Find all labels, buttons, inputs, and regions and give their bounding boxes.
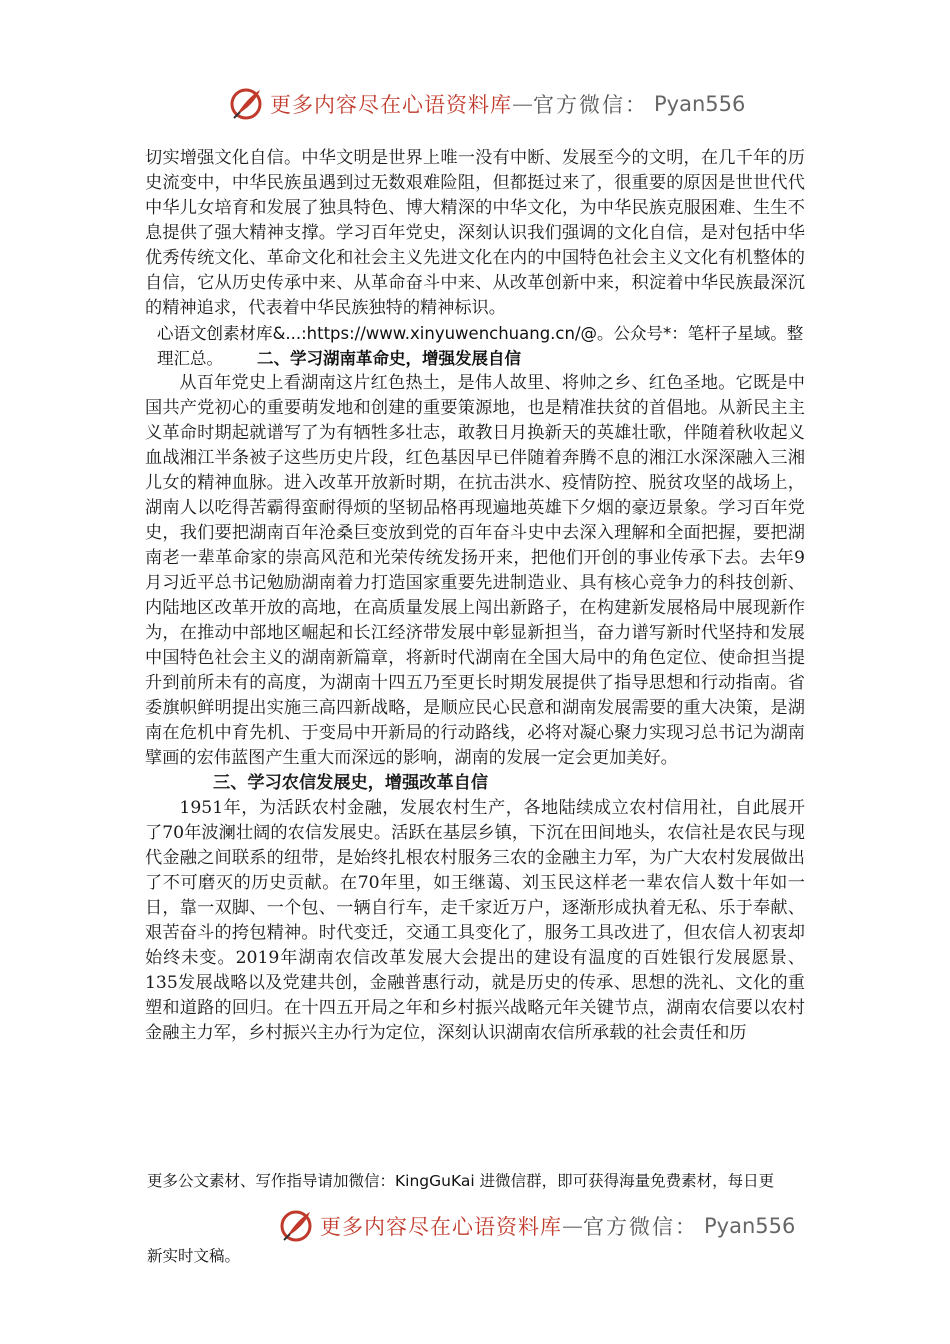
paragraph-cultural-confidence: 切实增强文化自信。中华文明是世界上唯一没有中断、发展至今的文明，在几千年的历史流变中，中华民族虽遇到过无数艰难险阻，但都挺过来了，很重要的原因是世世代代中华儿女培育和发展了独具特色、博大精深的中华文化，为中华民族克服困难、生生不息提供了强大精神支撑。学习百年党史，深刻认识我们强调的文化自信，是对包括中华优秀传统文化、革命文化和社会主义先进文化在内的中国特色社会主义文化有机整体的自信，它从历史传承中来、从革命奋斗中来、从改革创新中来，积淀着中华民族最深沉的精神追求，代表着中华民族独特的精神标识。 bbox=[145, 148, 805, 318]
header-watermark bbox=[228, 86, 745, 122]
watermark-separator: — bbox=[512, 92, 533, 116]
document-body bbox=[145, 146, 805, 1046]
watermark-label: 官方微信： bbox=[583, 1215, 698, 1239]
source-note bbox=[145, 321, 805, 371]
watermark-label: 官方微信： bbox=[533, 93, 648, 117]
watermark-wechat-id: Pyan556 bbox=[704, 1214, 796, 1238]
quill-logo-icon bbox=[228, 86, 264, 122]
source-note-text: 心语文创素材库&...:https://www.xinyuwenchuang.cn/@。公众号*：笔杆子星域。整理汇总。 bbox=[157, 324, 804, 368]
watermark-separator: — bbox=[562, 1214, 583, 1238]
footer-watermark bbox=[278, 1208, 795, 1244]
watermark-main-text: 更多内容尽在心语资料库 bbox=[270, 93, 512, 117]
footer-promo-line: 更多公文素材、写作指导请加微信：KingGuKai 进微信群，即可获得海量免费素材，每日更 bbox=[147, 1172, 775, 1190]
watermark-wechat-id: Pyan556 bbox=[654, 92, 746, 116]
quill-logo-icon bbox=[278, 1208, 314, 1244]
heading-rural-credit: 三、学习农信发展史，增强改革自信 bbox=[213, 773, 489, 793]
paragraph-hunan-revolution: 从百年党史上看湖南这片红色热土，是伟人故里、将帅之乡、红色圣地。它既是中国共产党初心的重要萌发地和创建的重要策源地，也是精准扶贫的首倡地。从新民主主义革命时期起就谱写了为有牺牲多壮志，敢教日月换新天的英雄壮歌，伴随着秋收起义血战湘江半条被子这些历史片段，红色基因早已伴随着奔腾不息的湘江水深深融入三湘儿女的精神血脉。进入改革开放新时期，在抗击洪水、疫情防控、脱贫攻坚的战场上，湖南人以吃得苦霸得蛮耐得烦的坚韧品格再现遍地英雄下夕烟的豪迈景象。学习百年党史，我们要把湖南百年沧桑巨变放到党的百年奋斗史中去深入理解和全面把握，要把湖南老一辈革命家的崇高风范和光荣传统发扬开来，把他们开创的事业传承下去。去年9月习近平总书记勉励湖南着力打造国家重要先进制造业、具有核心竞争力的科技创新、内陆地区改革开放的高地，在高质量发展上闯出新路子，在构建新发展格局中展现新作为，在推动中部地区崛起和长江经济带发展中彰显新担当，奋力谱写新时代坚持和发展中国特色社会主义的湖南新篇章，将新时代湖南在全国大局中的角色定位、使命担当提升到前所未有的高度，为湖南十四五乃至更长时期发展提供了指导思想和行动指南。省委旗帜鲜明提出实施三高四新战略，是顺应民心民意和湖南发展需要的重大决策，是湖南在危机中育先机、于变局中开新局的行动路线，必将对凝心聚力实现习总书记为湖南擘画的宏伟蓝图产生重大而深远的影响，湖南的发展一定会更加美好。 bbox=[145, 373, 805, 768]
footer-promo-line-continued: 新实时文稿。 bbox=[147, 1247, 241, 1265]
heading-hunan-revolution: 二、学习湖南革命史，增强发展自信 bbox=[257, 349, 521, 368]
paragraph-rural-credit: 1951年，为活跃农村金融，发展农村生产，各地陆续成立农村信用社，自此展开了70年波澜壮阔的农信发展史。活跃在基层乡镇，下沉在田间地头，农信社是农民与现代金融之间联系的纽带，是始终扎根农村服务三农的金融主力军，为广大农村发展做出了不可磨灭的历史贡献。在70年里，如王继蔼、刘玉民这样老一辈农信人数十年如一日，靠一双脚、一个包、一辆自行车，走千家近万户，逐渐形成执着无私、乐于奉献、艰苦奋斗的挎包精神。时代变迁，交通工具变化了，服务工具改进了，但农信人初衷却始终未变。2019年湖南农信改革发展大会提出的建设有温度的百姓银行发展愿景、135发展战略以及党建共创，金融普惠行动，就是历史的传承、思想的洗礼、文化的重塑和道路的回归。在十四五开局之年和乡村振兴战略元年关键节点，湖南农信要以农村金融主力军，乡村振兴主办行为定位，深刻认识湖南农信所承载的社会责任和历 bbox=[145, 798, 805, 1043]
watermark-main-text: 更多内容尽在心语资料库 bbox=[320, 1215, 562, 1239]
